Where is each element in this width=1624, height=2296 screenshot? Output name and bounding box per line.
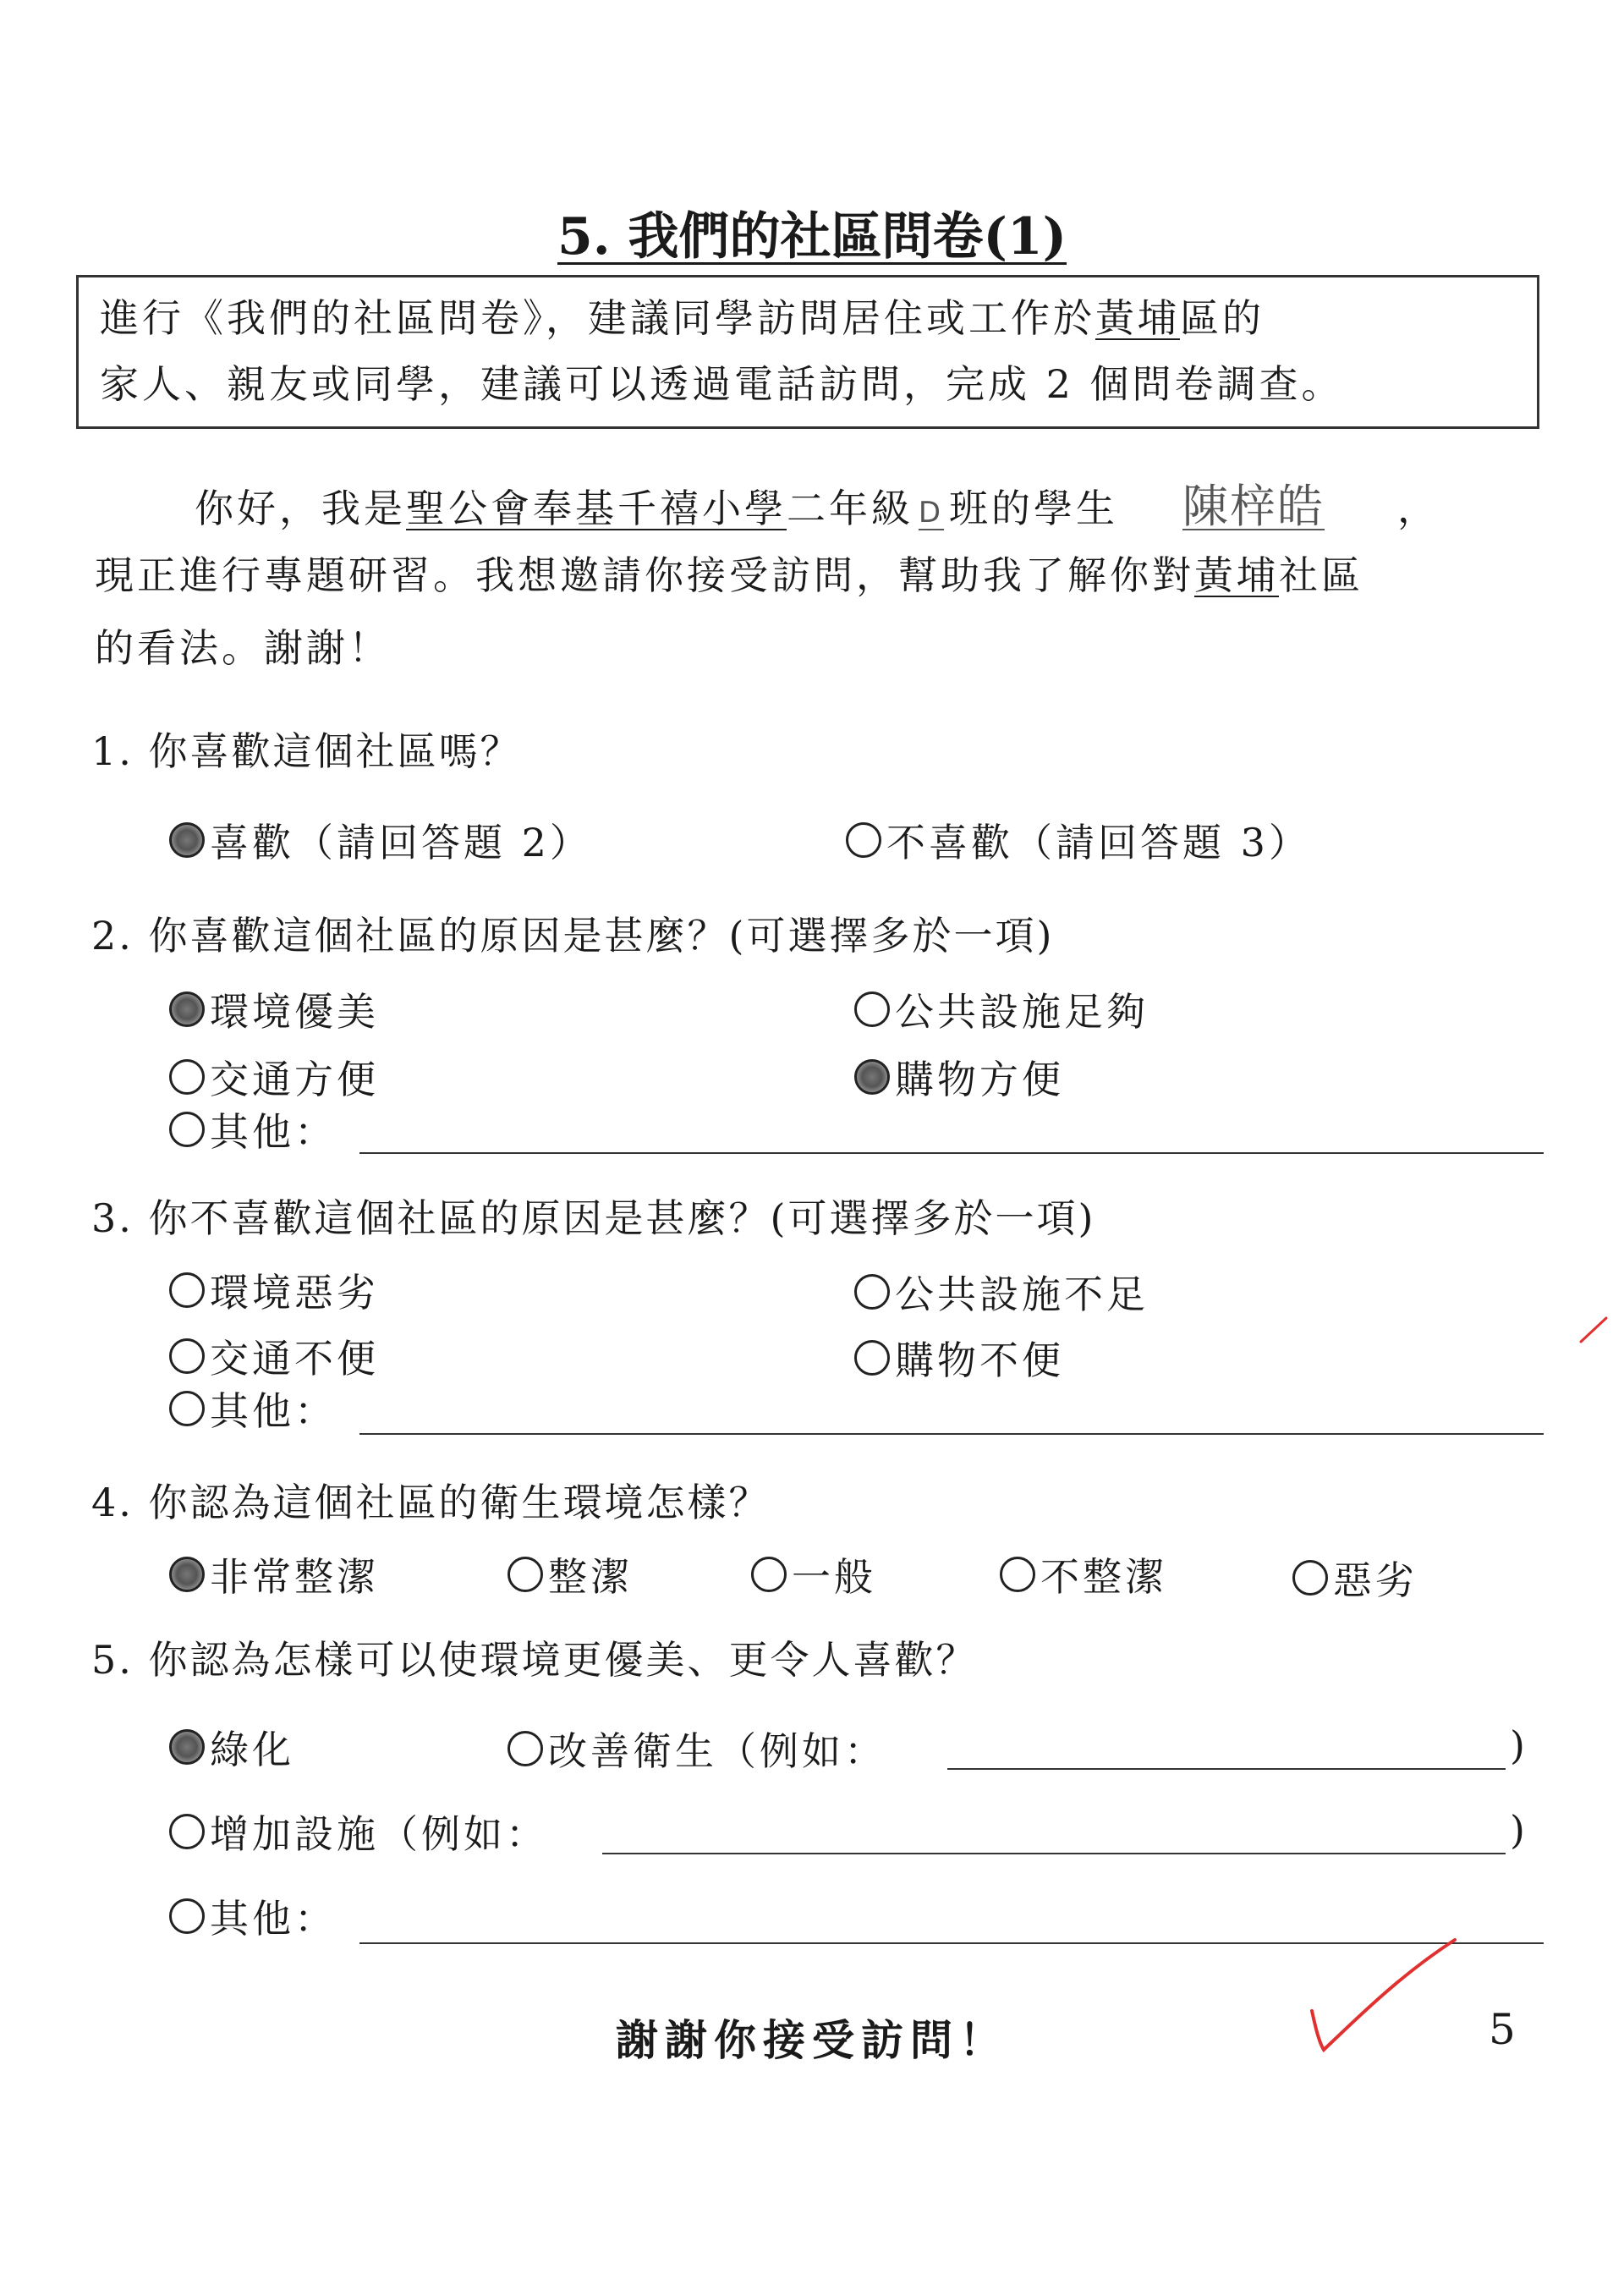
q3-option-environment[interactable]: 環境惡劣 xyxy=(169,1262,379,1318)
intro-line-3: 的看法。謝謝！ xyxy=(95,625,391,671)
radio-icon[interactable] xyxy=(169,1898,205,1934)
radio-icon[interactable] xyxy=(169,1272,205,1308)
radio-icon[interactable] xyxy=(169,1338,205,1374)
q4-option-very-clean[interactable]: 非常整潔 xyxy=(169,1546,379,1602)
q2-option-facilities[interactable]: 公共設施足夠 xyxy=(854,981,1149,1037)
q4-option-poor[interactable]: 惡劣 xyxy=(1292,1550,1418,1606)
page-title: 5. 我們的社區問卷(1) xyxy=(557,207,1067,266)
question-4: 4. 你認為這個社區的衛生環境怎樣？ xyxy=(91,1480,771,1525)
radio-checked-icon[interactable] xyxy=(169,1557,205,1592)
q3-other-line[interactable] xyxy=(359,1433,1544,1435)
question-1: 1. 你喜歡這個社區嗎？ xyxy=(91,728,522,774)
question-5: 5. 你認為怎樣可以使環境更優美、更令人喜歡？ xyxy=(91,1637,978,1683)
district-name: 黃埔 xyxy=(1095,295,1180,341)
q3-option-facilities[interactable]: 公共設施不足 xyxy=(854,1264,1149,1320)
radio-icon[interactable] xyxy=(508,1557,543,1592)
q5-option-other[interactable]: 其他： xyxy=(169,1888,337,1944)
page-number: 5 xyxy=(1489,2005,1516,2054)
q2-option-transport[interactable]: 交通方便 xyxy=(169,1049,379,1105)
radio-icon[interactable] xyxy=(846,822,881,858)
radio-icon[interactable] xyxy=(508,1731,543,1766)
radio-checked-icon[interactable] xyxy=(854,1059,890,1095)
radio-checked-icon[interactable] xyxy=(169,1729,205,1765)
intro-line-1: 你好，我是聖公會奉基千禧小學二年級 D 班的學生 陳梓皓 ， xyxy=(195,470,1440,536)
q5-hygiene-line[interactable] xyxy=(947,1768,1506,1770)
q2-option-other[interactable]: 其他： xyxy=(169,1101,337,1157)
q1-option-dislike[interactable]: 不喜歡（請回答題 3） xyxy=(846,812,1311,868)
radio-icon[interactable] xyxy=(1000,1557,1035,1592)
q1-option-like[interactable]: 喜歡（請回答題 2） xyxy=(169,812,592,868)
district-name-2: 黃埔 xyxy=(1194,552,1279,598)
radio-icon[interactable] xyxy=(854,991,890,1027)
thank-you-text: 謝謝你接受訪問！ xyxy=(616,2015,1008,2065)
radio-icon[interactable] xyxy=(169,1814,205,1849)
q5-option-hygiene[interactable]: 改善衛生（例如： xyxy=(508,1721,886,1777)
radio-icon[interactable] xyxy=(854,1340,890,1376)
radio-icon[interactable] xyxy=(1292,1560,1328,1596)
question-3: 3. 你不喜歡這個社區的原因是甚麼？(可選擇多於一項) xyxy=(91,1195,1096,1241)
q3-option-transport[interactable]: 交通不便 xyxy=(169,1328,379,1384)
radio-checked-icon[interactable] xyxy=(169,822,205,858)
radio-icon[interactable] xyxy=(854,1274,890,1310)
q2-other-line[interactable] xyxy=(359,1152,1544,1154)
q4-option-average[interactable]: 一般 xyxy=(751,1546,876,1602)
instruction-line-2: 家人、親友或同學，建議可以透過電話訪問，完成 2 個問卷調查。 xyxy=(100,361,1344,407)
radio-checked-icon[interactable] xyxy=(169,991,205,1027)
check-mark-icon xyxy=(1307,1933,1476,2068)
red-tick-icon xyxy=(1577,1313,1611,1347)
radio-icon[interactable] xyxy=(751,1557,787,1592)
q2-option-environment[interactable]: 環境優美 xyxy=(169,981,379,1037)
student-name-field[interactable]: 陳梓皓 xyxy=(1182,480,1325,533)
q3-option-other[interactable]: 其他： xyxy=(169,1381,337,1436)
intro-line-2: 現正進行專題研習。我想邀請你接受訪問，幫助我了解你對黃埔社區 xyxy=(95,552,1363,598)
radio-icon[interactable] xyxy=(169,1391,205,1426)
class-field[interactable]: D xyxy=(918,496,945,530)
q5-hygiene-close-paren: ) xyxy=(1510,1722,1528,1768)
q4-option-clean[interactable]: 整潔 xyxy=(508,1546,633,1602)
q5-option-greening[interactable]: 綠化 xyxy=(169,1719,294,1775)
instruction-line-1: 進行《我們的社區問卷》，建議同學訪問居住或工作於黃埔區的 xyxy=(100,295,1265,341)
q4-option-not-clean[interactable]: 不整潔 xyxy=(1000,1546,1167,1602)
q5-facilities-line[interactable] xyxy=(602,1853,1506,1854)
question-2: 2. 你喜歡這個社區的原因是甚麼？(可選擇多於一項) xyxy=(91,913,1055,958)
radio-icon[interactable] xyxy=(169,1059,205,1095)
q5-facilities-close-paren: ) xyxy=(1510,1807,1528,1853)
q3-option-shopping[interactable]: 購物不便 xyxy=(854,1330,1064,1386)
radio-icon[interactable] xyxy=(169,1112,205,1147)
q2-option-shopping[interactable]: 購物方便 xyxy=(854,1049,1064,1105)
q5-option-facilities[interactable]: 增加設施（例如： xyxy=(169,1804,548,1859)
school-name: 聖公會奉基千禧小學 xyxy=(406,486,787,531)
